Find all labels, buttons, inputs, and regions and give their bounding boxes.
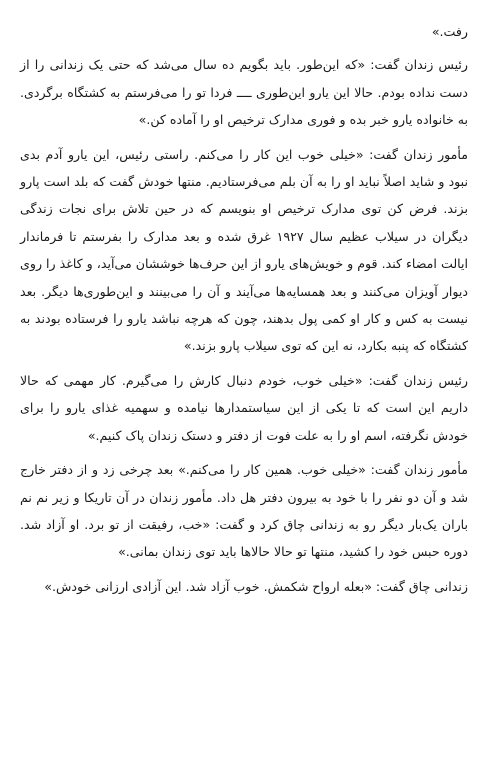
paragraph: مأمور زندان گفت: «خیلی خوب این کار را می‌کنم. راستی رئیس، این یارو آدم بدی نبود و شاید اصلاً نباید او را به آن بلم می‌فرستادیم. منتها خودش گفت که بلد است پارو بزند. فرض کن توی مدارک ترخیص او بنویسم که در حین تلاش برای نجات زندگی دیگران در سیلاب عظیم سال ۱۹۲۷ غرق شده و بعد مدارک را بفرستم تا فرماندار ایالت امضاء کند. قوم و خویش‌های یارو از این حرف‌ها خوششان می‌آید، و کاغذ را روی دیوار آویزان می‌کنند و بعد همسایه‌ها می‌آیند و آن را می‌بینند و این‌طوری‌ها دیگر. بعد نیست به کس و کار او کمی پول بدهند، چون که هرچه نباشد یارو را فرستاده بودند به کشتگاه که پنبه بکارد، نه این که توی سیلاب پارو بزند.» bbox=[20, 146, 468, 354]
paragraph: رئیس زندان گفت: «خیلی خوب، خودم دنبال کارش را می‌گیرم. کار مهمی که حالا داریم این است که تا یکی از این سیاستمدارها نیامده و سهمیه غذای یارو را برای خودش نگرفته، اسم او را به علت فوت از دفتر و دستک زندان پاک کنیم.» bbox=[20, 372, 468, 443]
paragraph: رئیس زندان گفت: «که این‌طور. باید بگویم ده سال می‌شد که حتی یک زندانی را از دست نداده بودم. حالا این یارو این‌طوری ــــ فردا تو را می‌فرستم به کشتگاه برگردی. به خانواده یارو خبر بده و فوری مدارک ترخیص او را آماده کن.» bbox=[20, 57, 468, 128]
book-page bbox=[20, 18, 468, 607]
paragraph: مأمور زندان گفت: «خیلی خوب. همین کار را می‌کنم.» بعد چرخی زد و از دفتر خارج شد و آن دو نفر را با خود به بیرون دفتر هل داد. مأمور زندان در آن تاریکا و زیر نم نم باران یک‌بار دیگر رو به زندانی چاق کرد و گفت: «خب، رفیقت از تو برد. او آزاد شد. دوره حبس خود را کشید، منتها تو حالا حالاها باید توی زندان بمانی.» bbox=[20, 462, 468, 560]
paragraph: زندانی چاق گفت: «بعله ارواح شکمش. خوب آزاد شد. این آزادی ارزانی خودش.» bbox=[44, 578, 468, 594]
paragraph: رفت.» bbox=[431, 24, 468, 39]
